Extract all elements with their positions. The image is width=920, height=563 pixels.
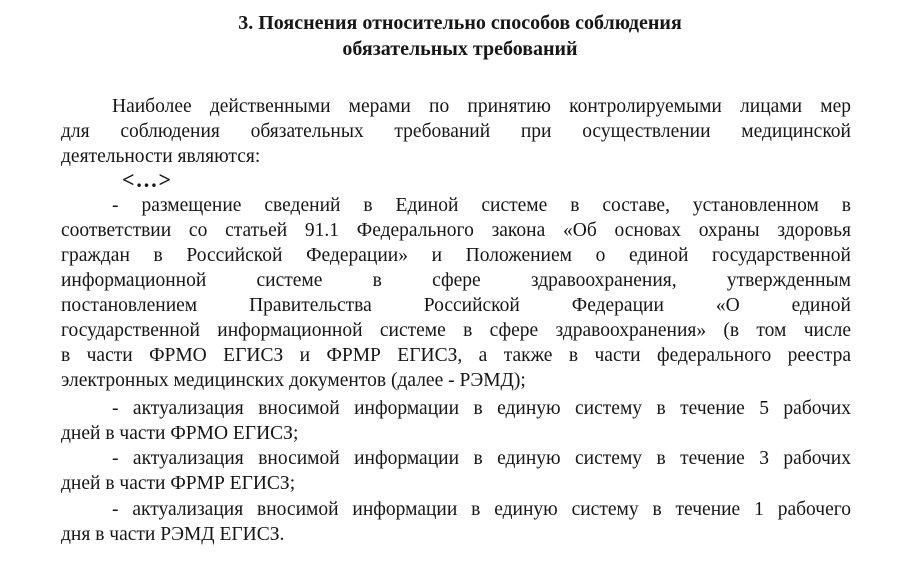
item1-line-7: в части ФРМО ЕГИСЗ и ФРМР ЕГИСЗ, а также в части федерального реестра xyxy=(61,345,851,366)
item4-line-2: дня в части РЭМД ЕГИСЗ. xyxy=(61,524,285,545)
intro-line-3: деятельности являются: xyxy=(61,146,261,167)
item1-line-5: постановлением Правительства Российской Федерации «О единой xyxy=(61,295,851,316)
item2-line-1: - актуализация вносимой информации в единую систему в течение 5 рабочих xyxy=(112,398,851,419)
item1-line-1: - размещение сведений в Единой системе в составе, установленном в xyxy=(112,195,851,216)
item1-line-4: информационной системе в сфере здравоохранения, утвержденным xyxy=(61,270,851,291)
intro-line-2: для соблюдения обязательных требований при осуществлении медицинской xyxy=(61,121,851,142)
item3-line-1: - актуализация вносимой информации в единую систему в течение 3 рабочих xyxy=(112,448,851,469)
item3-line-2: дней в части ФРМР ЕГИСЗ; xyxy=(61,473,296,494)
item4-line-1: - актуализация вносимой информации в единую систему в течение 1 рабочего xyxy=(112,499,851,520)
omission-mark: <…> xyxy=(122,167,173,192)
section-title-line-1: 3. Пояснения относительно способов соблюдения xyxy=(238,12,682,34)
item1-line-2: соответствии со статьей 91.1 Федерального закона «Об основах охраны здоровья xyxy=(61,220,851,241)
intro-line-1: Наиболее действенными мерами по принятию контролируемыми лицами мер xyxy=(112,96,851,117)
item1-line-6: государственной информационной системе в сфере здравоохранения» (в том числе xyxy=(61,320,851,341)
section-title-line-2: обязательных требований xyxy=(342,38,578,60)
item2-line-2: дней в части ФРМО ЕГИСЗ; xyxy=(61,423,299,444)
item1-line-3: граждан в Российской Федерации» и Положением о единой государственной xyxy=(61,245,851,266)
item1-line-8: электронных медицинских документов (далее - РЭМД); xyxy=(61,370,526,391)
